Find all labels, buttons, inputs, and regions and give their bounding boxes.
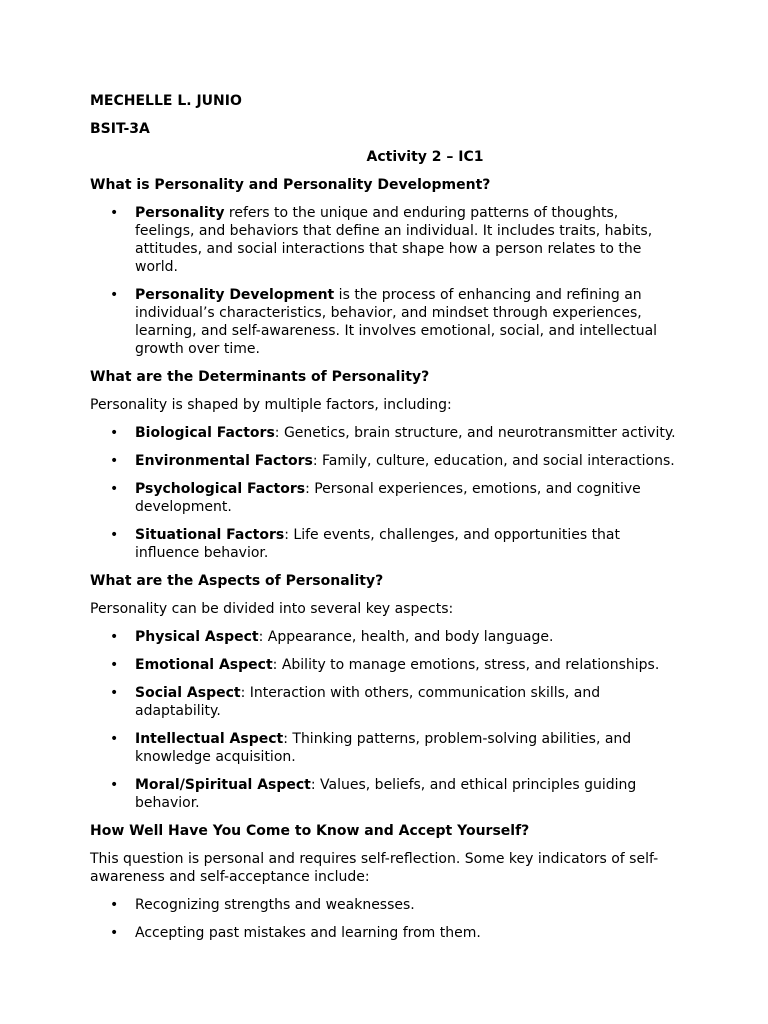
definition: refers to the unique and enduring patterns of thoughts, feelings, and behaviors that define an individual. It includes traits, habits, attitudes, and social interactions that shape how a person relates to the world. (135, 205, 653, 275)
term: Emotional Aspect (135, 657, 273, 673)
term: Moral/Spiritual Aspect (135, 777, 311, 793)
bullet: • (110, 629, 119, 645)
list-item (90, 424, 680, 442)
term: Psychological Factors (135, 481, 306, 497)
list-item (90, 286, 680, 358)
list-text: Accepting past mistakes and learning from them. (135, 925, 481, 941)
bullet: • (110, 527, 119, 543)
bullet: • (110, 205, 119, 221)
list-item (90, 656, 680, 674)
author-name: MECHELLE L. JUNIO (90, 93, 242, 109)
list-item (90, 452, 680, 470)
bullet: • (110, 481, 119, 497)
definition: : Values, beliefs, and ethical principles guiding behavior. (135, 777, 637, 811)
q3-intro: Personality can be divided into several key aspects: (90, 601, 454, 617)
term: Biological Factors (135, 425, 275, 441)
list-item (90, 628, 680, 646)
term: Environmental Factors (135, 453, 313, 469)
list-item (90, 730, 680, 766)
q4-intro: This question is personal and requires self-reflection. Some key indicators of self-awareness and self-acceptance include: (90, 851, 659, 885)
term: Situational Factors (135, 527, 285, 543)
list-text: Recognizing strengths and weaknesses. (135, 897, 415, 913)
bullet: • (110, 925, 119, 941)
list-item (90, 204, 680, 276)
list-item (90, 526, 680, 562)
bullet: • (110, 287, 119, 303)
list-item (90, 480, 680, 516)
definition: : Personal experiences, emotions, and cognitive development. (135, 481, 641, 515)
definition: is the process of enhancing and refining an individual’s characteristics, behavior, and mindset through experiences, learning, and self-awareness. It involves emotional, social, and intellectual growth over time. (135, 287, 658, 357)
q2-list (90, 424, 680, 562)
definition: : Genetics, brain structure, and neurotransmitter activity. (274, 425, 676, 441)
list-item (90, 776, 680, 812)
bullet: • (110, 425, 119, 441)
q1-heading: What is Personality and Personality Development? (90, 177, 491, 193)
definition: : Interaction with others, communication skills, and adaptability. (135, 685, 601, 719)
activity-title: Activity 2 – IC1 (366, 149, 484, 165)
bullet: • (110, 731, 119, 747)
list-item (90, 684, 680, 720)
q1-list (90, 204, 680, 358)
definition: : Family, culture, education, and social interactions. (312, 453, 675, 469)
bullet: • (110, 685, 119, 701)
list-item (90, 924, 680, 942)
q4-heading: How Well Have You Come to Know and Accept Yourself? (90, 823, 530, 839)
q2-heading: What are the Determinants of Personality? (90, 369, 430, 385)
definition: : Appearance, health, and body language. (258, 629, 554, 645)
q4-list (90, 896, 680, 942)
definition: : Ability to manage emotions, stress, and relationships. (272, 657, 660, 673)
list-item (90, 896, 680, 914)
document-body (90, 92, 680, 952)
term: Physical Aspect (135, 629, 259, 645)
section-label: BSIT-3A (90, 121, 150, 137)
term: Personality Development (135, 287, 335, 303)
definition: : Life events, challenges, and opportunities that influence behavior. (135, 527, 621, 561)
term: Intellectual Aspect (135, 731, 284, 747)
q3-list (90, 628, 680, 812)
bullet: • (110, 453, 119, 469)
bullet: • (110, 657, 119, 673)
term: Social Aspect (135, 685, 241, 701)
definition: : Thinking patterns, problem-solving abilities, and knowledge acquisition. (135, 731, 632, 765)
term: Personality (135, 205, 225, 221)
q2-intro: Personality is shaped by multiple factors, including: (90, 397, 452, 413)
q3-heading: What are the Aspects of Personality? (90, 573, 384, 589)
bullet: • (110, 897, 119, 913)
bullet: • (110, 777, 119, 793)
